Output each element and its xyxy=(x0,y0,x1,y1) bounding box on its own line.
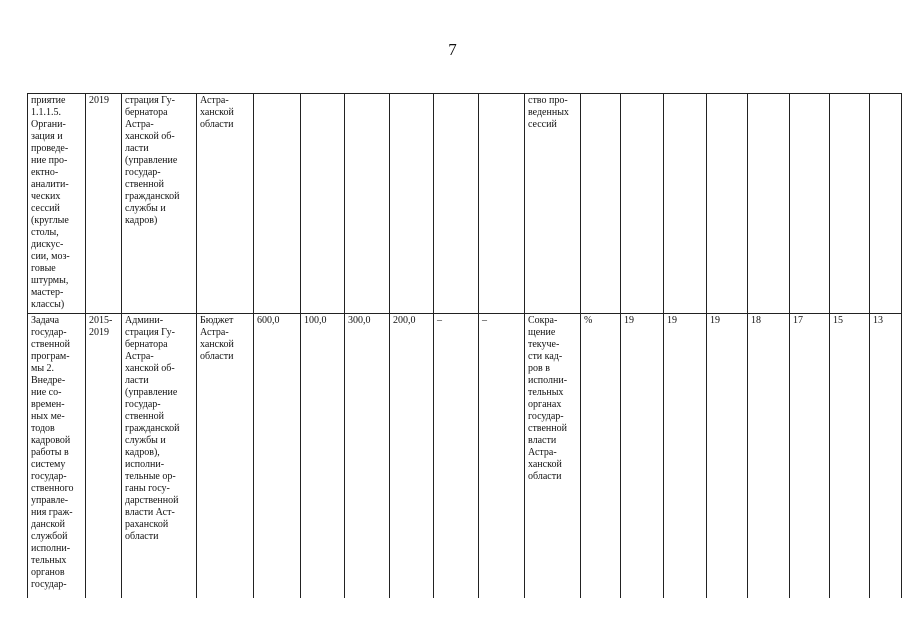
amount-2016-cell xyxy=(345,94,390,314)
years-cell: 2019 xyxy=(86,94,122,314)
amount-2015-cell: 100,0 xyxy=(301,314,345,599)
executor-cell: Админи- страция Гу- бернатора Астра- ханской об- ласти (управление государ- ственной гражданской службы и кадров), исполни- тельные ор- ганы госу- дарственной власти Аст- раханской области xyxy=(122,314,197,599)
indicator-value-cell: 17 xyxy=(790,314,830,599)
program-activities-table xyxy=(27,93,902,598)
total-amount-cell xyxy=(254,94,301,314)
total-amount-cell: 600,0 xyxy=(254,314,301,599)
indicator-value-cell xyxy=(621,94,664,314)
funding-source-cell: Бюджет Астра- ханской области xyxy=(197,314,254,599)
indicator-value-cell: 13 xyxy=(870,314,902,599)
indicator-value-cell xyxy=(707,94,748,314)
table-row xyxy=(28,314,902,599)
indicator-value-cell xyxy=(664,94,707,314)
indicator-value-cell xyxy=(790,94,830,314)
indicator-value-cell xyxy=(748,94,790,314)
activity-name-cell: Задача государ- ственной програм- мы 2. Внедре- ние со- времен- ных ме- тодов кадровой работы в систему государ- ственного управле- ния граж- данской службой исполни- тельных органов государ- xyxy=(28,314,86,599)
amount-2019-cell: – xyxy=(479,314,525,599)
indicator-value-cell: 19 xyxy=(707,314,748,599)
unit-cell: % xyxy=(581,314,621,599)
unit-cell xyxy=(581,94,621,314)
activity-name-cell: приятие 1.1.1.5. Органи- зация и проведе- ние про- ектно- аналити- ческих сессий (круглые столы, дискус- сии, моз- говые штурмы, мастер- классы) xyxy=(28,94,86,314)
indicator-value-cell: 15 xyxy=(830,314,870,599)
amount-2017-cell xyxy=(390,94,434,314)
amount-2019-cell xyxy=(479,94,525,314)
indicator-value-cell: 19 xyxy=(664,314,707,599)
amount-2017-cell: 200,0 xyxy=(390,314,434,599)
funding-source-cell: Астра- ханской области xyxy=(197,94,254,314)
indicator-value-cell xyxy=(830,94,870,314)
executor-cell: страция Гу- бернатора Астра- ханской об- ласти (управление государ- ственной гражданской службы и кадров) xyxy=(122,94,197,314)
indicator-cell: ство про- веденных сессий xyxy=(525,94,581,314)
page-number: 7 xyxy=(448,40,457,59)
indicator-value-cell: 19 xyxy=(621,314,664,599)
amount-2015-cell xyxy=(301,94,345,314)
indicator-value-cell xyxy=(870,94,902,314)
table-row xyxy=(28,94,902,314)
amount-2016-cell: 300,0 xyxy=(345,314,390,599)
indicator-value-cell: 18 xyxy=(748,314,790,599)
years-cell: 2015- 2019 xyxy=(86,314,122,599)
amount-2018-cell: – xyxy=(434,314,479,599)
amount-2018-cell xyxy=(434,94,479,314)
indicator-cell: Сокра- щение текуче- сти кад- ров в исполни- тельных органах государ- ственной власти Астра- ханской области xyxy=(525,314,581,599)
